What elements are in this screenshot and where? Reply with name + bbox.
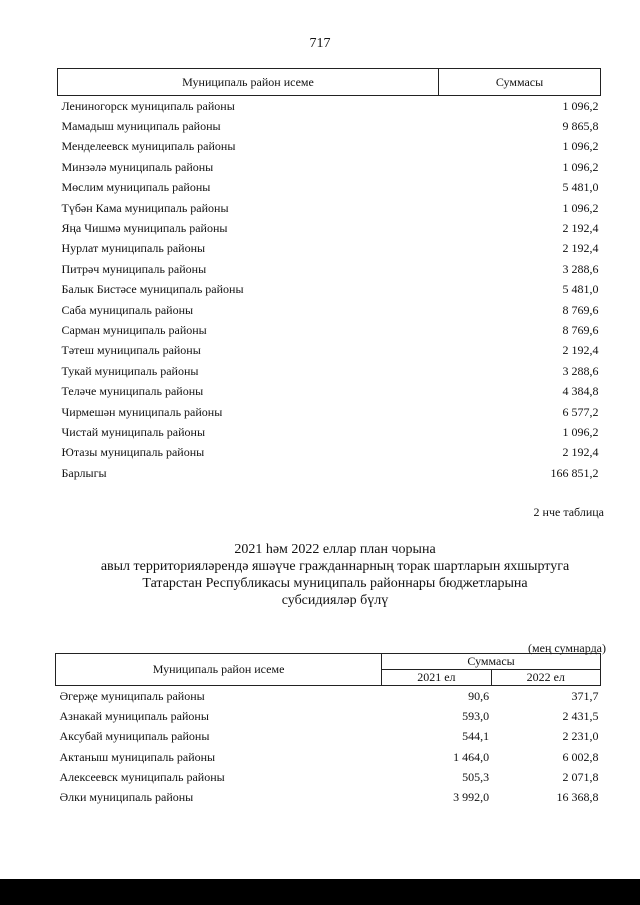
district-name: Аксубай муниципаль районы: [59, 729, 210, 744]
table-row: [56, 727, 601, 747]
sum-value: 9 865,8: [562, 119, 599, 134]
sum-value: 3 288,6: [562, 363, 599, 378]
sum-value: 8 769,6: [562, 322, 599, 337]
column-header-sum: Суммасы: [439, 69, 601, 96]
column-header-district: Муниципаль район исеме: [58, 69, 439, 96]
table-row: [58, 239, 601, 259]
district-name: Чирмешән муниципаль районы: [61, 404, 223, 419]
value-2021: 544,1: [462, 729, 490, 744]
total-row: [58, 463, 601, 483]
sum-value: 1 096,2: [562, 159, 599, 174]
table-label: 2 нче таблица: [533, 505, 604, 519]
district-name: Балык Бистәсе муниципаль районы: [61, 282, 244, 297]
table-row: [58, 137, 601, 157]
column-header-sum: Суммасы: [382, 654, 601, 670]
sum-value: 1 096,2: [562, 200, 599, 215]
table-row: [58, 259, 601, 279]
value-2021: 90,6: [468, 688, 490, 703]
table-row: [58, 280, 601, 300]
section-title: [60, 541, 610, 609]
sum-value: 3 288,6: [562, 261, 599, 276]
table-row: [58, 157, 601, 177]
value-2021: 3 992,0: [453, 790, 490, 805]
title-line: Татарстан Республикасы муниципаль районнары бюджетларына: [142, 576, 528, 591]
district-name: Актаныш муниципаль районы: [59, 749, 216, 764]
table-row: [58, 381, 601, 401]
column-header-2022: 2022 ел: [491, 670, 600, 686]
table-header-row: [58, 69, 601, 96]
table-row: [56, 686, 601, 707]
page-number: 717: [309, 36, 331, 51]
district-name: Әгерҗе муниципаль районы: [59, 688, 205, 703]
table-row: [58, 96, 601, 117]
value-2022: 2 231,0: [562, 729, 599, 744]
sum-value: 1 096,2: [562, 139, 599, 154]
value-2021: 505,3: [462, 769, 490, 784]
table-row: [56, 787, 601, 807]
district-name: Лениногорск муниципаль районы: [61, 98, 235, 113]
units-note: (мең сумнарда): [528, 641, 606, 655]
district-name: Сарман муниципаль районы: [61, 322, 207, 337]
value-2022: 2 071,8: [562, 769, 599, 784]
column-header-2021: 2021 ел: [382, 670, 491, 686]
sum-value: 6 577,2: [562, 404, 599, 419]
table-row: [58, 361, 601, 381]
title-line: субсидияләр бүлү: [281, 593, 389, 608]
subsidy-table-2: [55, 653, 601, 808]
total-value: 166 851,2: [550, 465, 599, 480]
sum-value: 5 481,0: [562, 180, 599, 195]
title-line: авыл территорияләрендә яшәүче гражданнарның торак шартларын яхшыртуга: [100, 559, 570, 574]
subsidy-table-1: [57, 68, 601, 483]
table-row: [58, 320, 601, 340]
sum-value: 1 096,2: [562, 98, 599, 113]
district-name: Теләче муниципаль районы: [61, 384, 204, 399]
total-label: Барлыгы: [61, 465, 107, 480]
sum-value: 4 384,8: [562, 384, 599, 399]
table-row: [58, 198, 601, 218]
district-name: Менделеевск муниципаль районы: [61, 139, 236, 154]
table-row: [56, 747, 601, 767]
district-name: Тәтеш муниципаль районы: [61, 343, 201, 358]
district-name: Чистай муниципаль районы: [61, 424, 206, 439]
district-name: Әлки муниципаль районы: [59, 790, 194, 805]
sum-value: 1 096,2: [562, 424, 599, 439]
scan-bottom-border: [0, 879, 640, 905]
table-row: [56, 706, 601, 726]
sum-value: 2 192,4: [562, 221, 599, 236]
district-name: Азнакай муниципаль районы: [59, 708, 209, 723]
sum-value: 2 192,4: [562, 343, 599, 358]
table-row: [56, 767, 601, 787]
district-name: Алексеевск муниципаль районы: [59, 769, 225, 784]
table-row: [58, 218, 601, 238]
district-name: Түбән Кама муниципаль районы: [61, 200, 229, 215]
district-name: Нурлат муниципаль районы: [61, 241, 206, 256]
district-name: Ютазы муниципаль районы: [61, 445, 205, 460]
sum-value: 5 481,0: [562, 282, 599, 297]
value-2022: 16 368,8: [556, 790, 599, 805]
table-row: [58, 402, 601, 422]
district-name: Мөслим муниципаль районы: [61, 180, 211, 195]
district-name: Питрәч муниципаль районы: [61, 261, 207, 276]
sum-value: 8 769,6: [562, 302, 599, 317]
district-name: Саба муниципаль районы: [61, 302, 194, 317]
sum-value: 2 192,4: [562, 445, 599, 460]
title-line: 2021 һәм 2022 еллар план чорына: [234, 542, 436, 557]
table-row: [58, 116, 601, 136]
value-2021: 1 464,0: [453, 749, 490, 764]
table-row: [58, 422, 601, 442]
value-2022: 6 002,8: [562, 749, 599, 764]
district-name: Мамадыш муниципаль районы: [61, 119, 221, 134]
sum-value: 2 192,4: [562, 241, 599, 256]
table-header-row: [56, 654, 601, 670]
value-2022: 371,7: [571, 688, 599, 703]
table-row: [58, 178, 601, 198]
district-name: Яңа Чишмә муниципаль районы: [61, 221, 228, 236]
value-2022: 2 431,5: [562, 708, 599, 723]
district-name: Минзәлә муниципаль районы: [61, 159, 214, 174]
table-row: [58, 443, 601, 463]
value-2021: 593,0: [462, 708, 490, 723]
district-name: Тукай муниципаль районы: [61, 363, 199, 378]
table-row: [58, 341, 601, 361]
column-header-district: Муниципаль район исеме: [56, 654, 382, 686]
table-row: [58, 300, 601, 320]
